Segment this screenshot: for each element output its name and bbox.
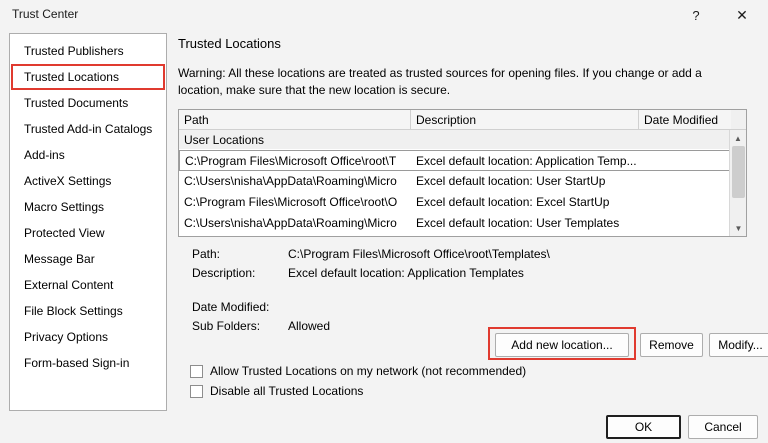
sidebar-item-trusted-locations[interactable]: Trusted Locations [11,64,165,90]
sidebar-item-trusted-documents[interactable]: Trusted Documents [24,96,129,110]
detail-label-date-modified: Date Modified: [192,300,270,314]
cell-date-modified [639,171,731,192]
sidebar-item-file-block-settings[interactable]: File Block Settings [24,304,123,318]
sidebar-item-protected-view[interactable]: Protected View [24,226,105,240]
sidebar-item-activex-settings[interactable]: ActiveX Settings [24,174,112,188]
allow-network-locations-label: Allow Trusted Locations on my network (not recommended) [210,364,527,378]
ok-button[interactable]: OK [606,415,681,439]
scroll-down-icon[interactable]: ▼ [734,223,743,233]
cell-path: C:\Program Files\Microsoft Office\root\O [184,195,398,209]
location-details [178,245,758,341]
warning-text: Warning: All these locations are treated as trusted sources for opening files. If you change or add a location, make sure that the new location is secure. [178,66,702,97]
column-header-date-modified[interactable]: Date Modified [639,110,731,129]
cell-date-modified [639,192,731,213]
category-list[interactable] [9,33,167,411]
page-title: Trusted Locations [178,36,281,51]
sidebar-item-trusted-publishers[interactable]: Trusted Publishers [24,44,124,58]
sidebar-item-form-based-sign-in[interactable]: Form-based Sign-in [24,356,130,370]
close-icon[interactable]: ✕ [736,6,748,23]
detail-label-path: Path: [192,247,221,261]
detail-value-sub-folders: Allowed [288,319,331,333]
disable-all-trusted-locations-checkbox[interactable] [190,385,203,398]
table-scrollbar[interactable] [729,130,746,236]
disable-all-trusted-locations-label: Disable all Trusted Locations [210,384,364,398]
cell-path: C:\Users\nisha\AppData\Roaming\Micro [184,216,397,230]
sidebar-item-message-bar[interactable]: Message Bar [24,252,95,266]
table-row[interactable] [179,213,746,234]
cell-date-modified [639,150,731,171]
table-header-row [179,110,746,130]
title-bar [0,0,768,30]
sidebar-item-privacy-options[interactable]: Privacy Options [24,330,109,344]
allow-network-locations-checkbox-row[interactable] [190,362,526,380]
detail-value-path: C:\Program Files\Microsoft Office\root\Templates\ [288,247,550,261]
location-action-buttons [178,332,763,362]
sidebar-item-add-ins[interactable]: Add-ins [24,148,65,162]
detail-value-description: Excel default location: Application Templates [288,266,524,280]
cell-description: Excel default location: User Templates [416,216,620,230]
cell-path: C:\Program Files\Microsoft Office\root\T [179,150,411,171]
column-header-path[interactable]: Path [179,110,411,129]
detail-label-description: Description: [192,266,256,280]
disable-all-trusted-locations-checkbox-row[interactable] [190,382,363,400]
scrollbar-thumb[interactable] [732,146,745,198]
allow-network-locations-checkbox[interactable] [190,365,203,378]
cell-path: C:\Users\nisha\AppData\Roaming\Micro [184,174,397,188]
table-group-user-locations: User Locations [179,130,746,150]
sidebar-item-external-content[interactable]: External Content [24,278,114,292]
cell-description: Excel default location: Application Temp... [411,150,639,171]
cell-date-modified [639,213,731,234]
table-row[interactable] [179,192,746,213]
detail-label-sub-folders: Sub Folders: [192,319,261,333]
sidebar-item-macro-settings[interactable]: Macro Settings [24,200,105,214]
table-row[interactable] [179,150,746,171]
remove-button[interactable]: Remove [640,333,703,357]
trusted-locations-table[interactable] [178,109,747,237]
add-new-location-button[interactable]: Add new location... [495,333,629,357]
cell-description: Excel default location: User StartUp [416,174,606,188]
help-icon[interactable]: ? [692,7,700,23]
column-header-description[interactable]: Description [411,110,639,129]
scroll-up-icon[interactable]: ▲ [734,133,742,143]
cell-description: Excel default location: Excel StartUp [416,195,610,209]
cancel-button[interactable]: Cancel [688,415,758,439]
sidebar-item-trusted-add-in-catalogs[interactable]: Trusted Add-in Catalogs [24,122,153,136]
modify-button[interactable]: Modify... [709,333,768,357]
window-title: Trust Center [12,7,79,21]
table-row[interactable] [179,171,746,192]
trusted-locations-panel [178,36,758,341]
